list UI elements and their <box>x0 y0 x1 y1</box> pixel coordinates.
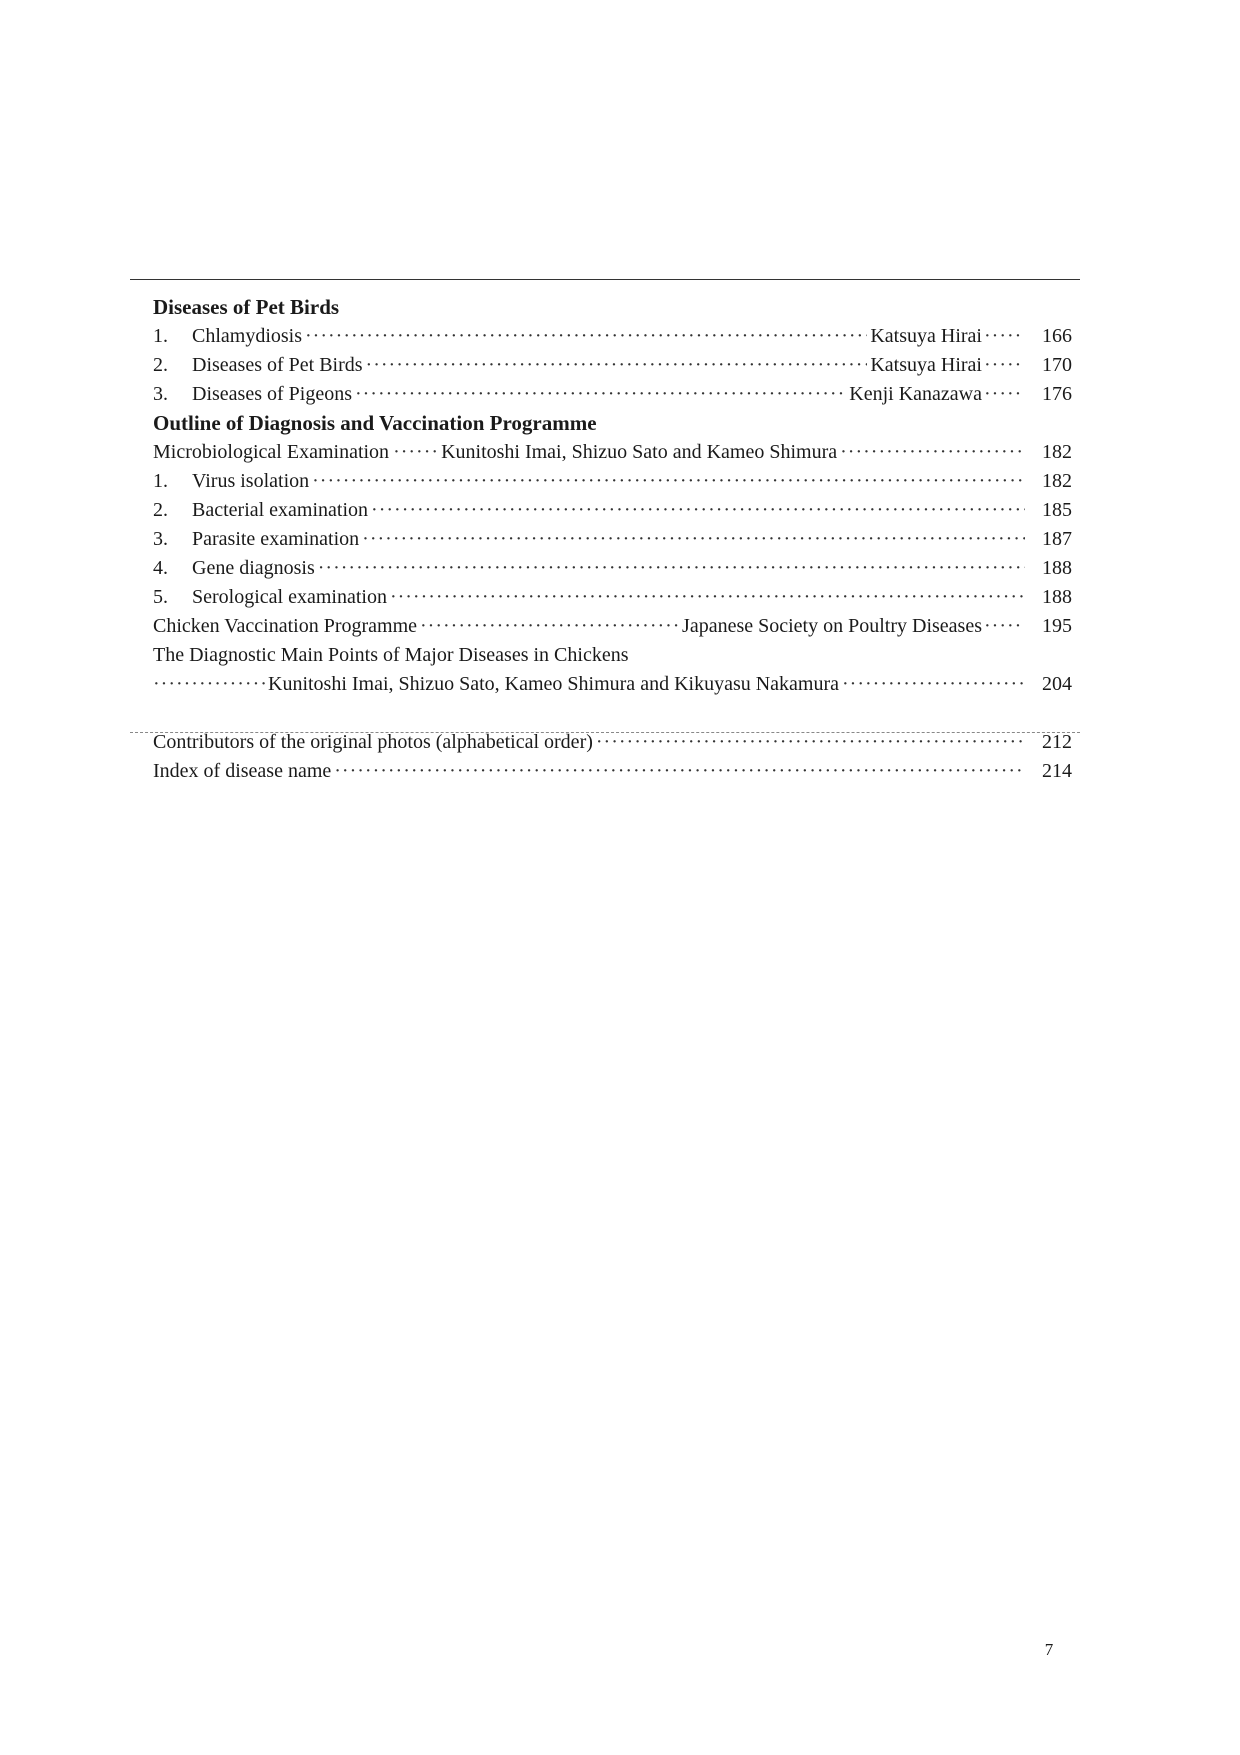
entry-page: 204 <box>1042 673 1072 695</box>
entry-page: 182 <box>1042 441 1072 463</box>
toc-entry-microbiological-examination[interactable] <box>153 438 1072 467</box>
entry-number: 2. <box>153 499 168 521</box>
dot-leader <box>334 757 1025 786</box>
entry-title: Index of disease name <box>153 760 332 782</box>
entry-author: Kenji Kanazawa <box>849 383 982 405</box>
entry-title: Chlamydiosis <box>192 325 303 347</box>
toc-entry-parasite-examination[interactable] <box>153 525 1072 554</box>
dot-leader <box>984 322 1024 351</box>
dot-leader <box>984 351 1024 380</box>
entry-author: Japanese Society on Poultry Diseases <box>682 615 982 637</box>
entry-page: 176 <box>1042 383 1072 405</box>
entry-number: 3. <box>153 528 168 550</box>
entry-title: Gene diagnosis <box>192 557 315 579</box>
dot-leader <box>318 554 1025 583</box>
dot-leader <box>312 467 1025 496</box>
entry-number: 5. <box>153 586 168 608</box>
entry-title: Virus isolation <box>192 470 310 492</box>
dot-leader <box>420 612 679 641</box>
entry-title: Contributors of the original photos (alphabetical order) <box>153 731 593 753</box>
section-heading-pet-birds: Diseases of Pet Birds <box>153 295 340 319</box>
page-number: 7 <box>1044 1640 1054 1659</box>
entry-author: Katsuya Hirai <box>870 325 982 347</box>
dot-leader <box>366 351 868 380</box>
spacer <box>153 699 1072 728</box>
entry-number: 4. <box>153 557 168 579</box>
toc-entry-virus-isolation[interactable] <box>153 467 1072 496</box>
section-divider <box>130 732 1080 733</box>
dot-leader <box>984 612 1024 641</box>
dot-leader <box>984 380 1024 409</box>
dot-leader <box>362 525 1025 554</box>
dot-leader <box>355 380 846 409</box>
entry-title: Bacterial examination <box>192 499 369 521</box>
entry-number: 1. <box>153 470 168 492</box>
entry-page: 195 <box>1042 615 1072 637</box>
entry-page: 214 <box>1042 760 1072 782</box>
entry-author: Kunitoshi Imai, Shizuo Sato, Kameo Shimura and Kikuyasu Nakamura <box>268 673 840 695</box>
entry-page: 166 <box>1042 325 1072 347</box>
entry-title: Parasite examination <box>192 528 360 550</box>
dot-leader <box>305 322 867 351</box>
entry-title: Diseases of Pet Birds <box>192 354 363 376</box>
entry-title: Diseases of Pigeons <box>192 383 352 405</box>
toc-entry-index-of-disease-name[interactable] <box>153 757 1072 786</box>
toc-entry-chicken-vaccination-programme[interactable] <box>153 612 1072 641</box>
toc-entry-chlamydiosis[interactable] <box>153 322 1072 351</box>
entry-title: Serological examination <box>192 586 387 608</box>
top-rule <box>130 279 1080 280</box>
entry-author: Katsuya Hirai <box>870 354 982 376</box>
entry-number: 3. <box>153 383 168 405</box>
entry-title: Microbiological Examination <box>153 441 390 463</box>
table-of-contents <box>153 293 1072 786</box>
dot-leader <box>371 496 1025 525</box>
entry-page: 188 <box>1042 557 1072 579</box>
dot-leader <box>153 670 266 699</box>
entry-page: 182 <box>1042 470 1072 492</box>
section-heading-diagnosis: Outline of Diagnosis and Vaccination Programme <box>153 411 597 435</box>
dot-leader <box>842 670 1025 699</box>
entry-number: 1. <box>153 325 168 347</box>
entry-number: 2. <box>153 354 168 376</box>
toc-entry-diseases-of-pigeons[interactable] <box>153 380 1072 409</box>
entry-title: Chicken Vaccination Programme <box>153 615 418 637</box>
dot-leader <box>840 438 1025 467</box>
toc-entry-diseases-of-pet-birds[interactable] <box>153 351 1072 380</box>
toc-entry-gene-diagnosis[interactable] <box>153 554 1072 583</box>
dot-leader <box>393 438 439 467</box>
toc-entry-main-points-title[interactable]: The Diagnostic Main Points of Major Diseases in Chickens <box>153 644 629 666</box>
entry-page: 170 <box>1042 354 1072 376</box>
toc-entry-main-points-author-line[interactable] <box>153 670 1072 699</box>
toc-entry-serological-examination[interactable] <box>153 583 1072 612</box>
entry-page: 185 <box>1042 499 1072 521</box>
entry-page: 212 <box>1042 731 1072 753</box>
entry-page: 187 <box>1042 528 1072 550</box>
dot-leader <box>390 583 1025 612</box>
toc-entry-bacterial-examination[interactable] <box>153 496 1072 525</box>
entry-author: Kunitoshi Imai, Shizuo Sato and Kameo Shimura <box>441 441 838 463</box>
entry-page: 188 <box>1042 586 1072 608</box>
